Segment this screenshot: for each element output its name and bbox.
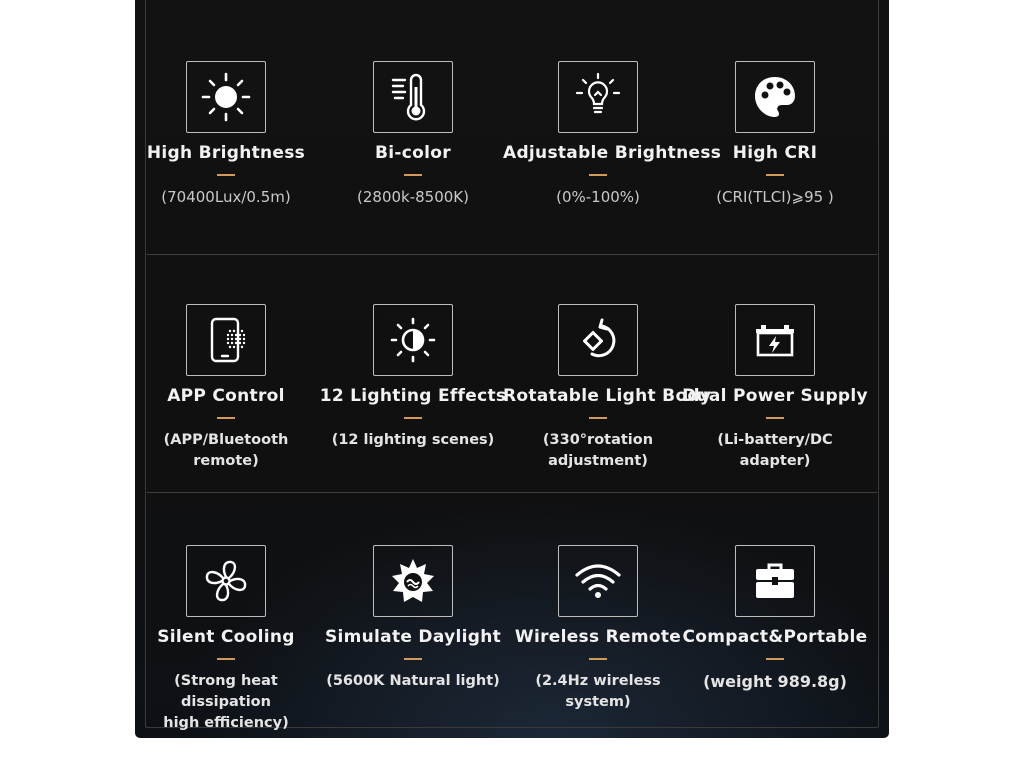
feature-dual-power-supply bbox=[680, 304, 870, 472]
feature-high-brightness bbox=[135, 61, 321, 208]
feature-lighting-effects bbox=[318, 304, 508, 451]
feature-subtitle: (330°rotation adjustment) bbox=[542, 432, 654, 469]
feature-app-control bbox=[135, 304, 321, 472]
daylight-icon bbox=[373, 545, 453, 617]
accent-line bbox=[404, 417, 422, 419]
wifi-icon bbox=[558, 545, 638, 617]
feature-subtitle-line: high efficiency) bbox=[163, 715, 289, 731]
feature-title: Silent Cooling bbox=[157, 627, 295, 647]
thermometer-icon bbox=[373, 61, 453, 133]
accent-line bbox=[217, 658, 235, 660]
feature-bi-color bbox=[318, 61, 508, 208]
feature-title: 12 Lighting Effects bbox=[319, 386, 507, 406]
feature-subtitle: (0%-100%) bbox=[556, 188, 640, 206]
feature-silent-cooling bbox=[135, 545, 321, 734]
feature-adjustable-brightness bbox=[503, 61, 722, 208]
feature-title: Wireless Remote bbox=[514, 627, 682, 647]
feature-title: Rotatable Light Body bbox=[503, 386, 712, 406]
smartphone-icon bbox=[186, 304, 266, 376]
feature-title: High CRI bbox=[732, 143, 818, 163]
feature-title: Dual Power Supply bbox=[682, 386, 868, 406]
feature-subtitle: (Li-battery/DC adapter) bbox=[717, 432, 833, 469]
feature-title: Compact&Portable bbox=[682, 627, 868, 647]
feature-subtitle: (CRI(TLCI)⩾95 ) bbox=[716, 188, 834, 206]
fan-icon bbox=[186, 545, 266, 617]
accent-line bbox=[217, 174, 235, 176]
feature-rotatable-light-body bbox=[503, 304, 712, 472]
feature-subtitle: (5600K Natural light) bbox=[326, 673, 500, 689]
feature-title: High Brightness bbox=[146, 143, 306, 163]
accent-line bbox=[404, 174, 422, 176]
feature-title: Bi-color bbox=[375, 143, 451, 163]
battery-icon bbox=[735, 304, 815, 376]
feature-subtitle: (2800k-8500K) bbox=[357, 188, 469, 206]
sun-icon bbox=[186, 61, 266, 133]
feature-compact-portable bbox=[680, 545, 870, 692]
feature-subtitle bbox=[135, 671, 321, 734]
feature-high-cri bbox=[680, 61, 870, 208]
feature-subtitle: (70400Lux/0.5m) bbox=[161, 188, 291, 206]
feature-title: Adjustable Brightness bbox=[503, 143, 722, 163]
feature-subtitle: (APP/Bluetooth remote) bbox=[163, 432, 289, 469]
accent-line bbox=[404, 658, 422, 660]
feature-subtitle: (weight 989.8g) bbox=[703, 672, 847, 691]
lightbulb-icon bbox=[558, 61, 638, 133]
feature-grid bbox=[135, 0, 889, 738]
feature-subtitle: (12 lighting scenes) bbox=[331, 432, 495, 448]
feature-wireless-remote bbox=[503, 545, 693, 713]
feature-title: APP Control bbox=[167, 386, 285, 406]
briefcase-icon bbox=[735, 545, 815, 617]
feature-subtitle-line: (Strong heat dissipation bbox=[174, 673, 278, 710]
feature-simulate-daylight bbox=[318, 545, 508, 692]
accent-line bbox=[217, 417, 235, 419]
palette-icon bbox=[735, 61, 815, 133]
accent-line bbox=[766, 417, 784, 419]
accent-line bbox=[589, 658, 607, 660]
accent-line bbox=[589, 174, 607, 176]
features-panel bbox=[135, 0, 889, 738]
feature-subtitle: (2.4Hz wireless system) bbox=[535, 673, 661, 710]
feature-title: Simulate Daylight bbox=[324, 627, 502, 647]
lighting-effects-icon bbox=[373, 304, 453, 376]
accent-line bbox=[766, 174, 784, 176]
accent-line bbox=[766, 658, 784, 660]
rotate-icon bbox=[558, 304, 638, 376]
accent-line bbox=[589, 417, 607, 419]
